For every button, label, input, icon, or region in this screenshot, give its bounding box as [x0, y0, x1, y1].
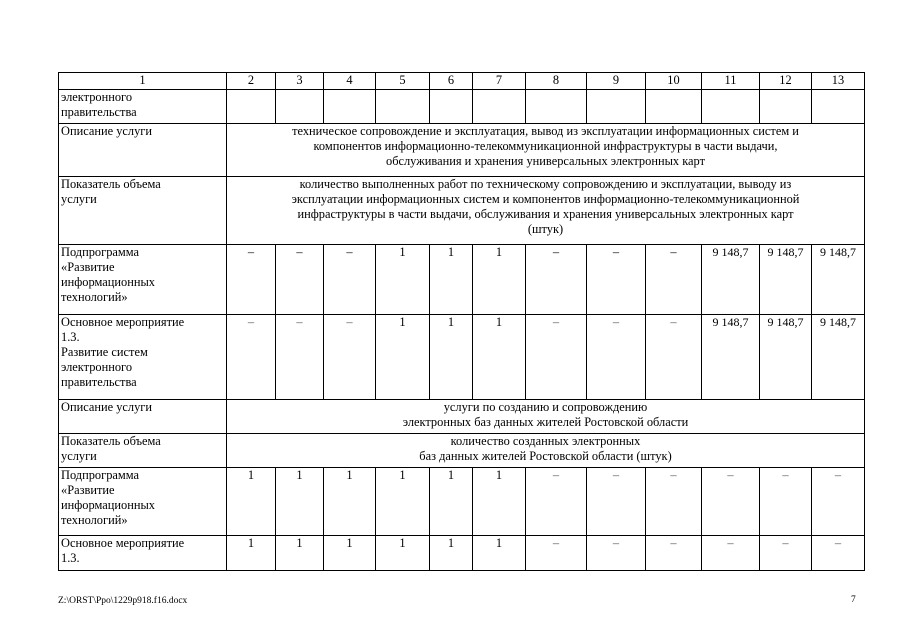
value-cell: – — [587, 468, 646, 536]
value-cell: 1 — [376, 245, 430, 315]
table-row — [59, 434, 865, 468]
empty-cell — [473, 90, 526, 124]
empty-cell — [812, 90, 865, 124]
value-cell: – — [812, 468, 865, 536]
value-cell: 1 — [324, 536, 376, 571]
label-line: технологий» — [61, 290, 128, 304]
value-cell: 1 — [430, 536, 473, 571]
label-line: Подпрограмма — [61, 245, 139, 259]
row-label — [59, 434, 227, 468]
value-cell: 1 — [227, 468, 276, 536]
row-label — [59, 536, 227, 571]
header-cell: 11 — [702, 73, 760, 90]
value-cell: 9 148,7 — [702, 315, 760, 400]
label-line: технологий» — [61, 513, 128, 527]
header-cell: 5 — [376, 73, 430, 90]
value-cell: – — [227, 245, 276, 315]
label-line: электронного — [61, 90, 133, 104]
table-row — [59, 536, 865, 571]
label-line: информационных — [61, 275, 155, 289]
value-cell: – — [324, 315, 376, 400]
label-line: Показатель объема — [61, 434, 161, 448]
row-label — [59, 177, 227, 245]
table-row — [59, 245, 865, 315]
value-cell: – — [646, 468, 702, 536]
value-cell: – — [646, 536, 702, 571]
row-label — [59, 245, 227, 315]
label-line: информационных — [61, 498, 155, 512]
header-cell: 1 — [59, 73, 227, 90]
empty-cell — [324, 90, 376, 124]
label-line: услуги — [61, 449, 97, 463]
value-cell: 1 — [324, 468, 376, 536]
value-cell: 1 — [430, 468, 473, 536]
table-row — [59, 400, 865, 434]
row-label — [59, 315, 227, 400]
label-line: правительства — [61, 105, 137, 119]
empty-cell — [526, 90, 587, 124]
value-cell: – — [276, 245, 324, 315]
value-cell: 1 — [473, 468, 526, 536]
label-line: услуги — [61, 192, 97, 206]
value-cell: – — [526, 536, 587, 571]
text-line: компонентов информационно-телекоммуникационной инфраструктуры в части выдачи, — [313, 139, 778, 153]
table-row — [59, 315, 865, 400]
service-description — [227, 124, 865, 177]
value-cell: 1 — [376, 468, 430, 536]
value-cell: – — [526, 315, 587, 400]
value-cell: – — [702, 468, 760, 536]
value-cell: – — [646, 315, 702, 400]
header-cell: 10 — [646, 73, 702, 90]
empty-cell — [646, 90, 702, 124]
header-cell: 6 — [430, 73, 473, 90]
header-cell: 3 — [276, 73, 324, 90]
value-cell: 1 — [376, 315, 430, 400]
text-line: количество созданных электронных — [450, 434, 641, 448]
value-cell: 1 — [430, 315, 473, 400]
table-row — [59, 124, 865, 177]
text-line: электронных баз данных жителей Ростовской области — [402, 415, 689, 429]
text-line: обслуживания и хранения универсальных электронных карт — [386, 154, 705, 168]
text-line: баз данных жителей Ростовской области (штук) — [419, 449, 672, 463]
value-cell: – — [702, 536, 760, 571]
value-cell: 1 — [276, 536, 324, 571]
value-cell: – — [276, 315, 324, 400]
label-line: Подпрограмма — [61, 468, 139, 482]
header-cell: 13 — [812, 73, 865, 90]
value-cell: 9 148,7 — [702, 245, 760, 315]
value-cell: – — [812, 536, 865, 571]
value-cell: 1 — [430, 245, 473, 315]
empty-cell — [376, 90, 430, 124]
label-line: Основное мероприятие — [61, 536, 185, 550]
footer-file-path: Z:\ORST\Ppo\1229p918.f16.docx — [58, 596, 188, 606]
value-cell: 9 148,7 — [760, 245, 812, 315]
row-label: Описание услуги — [59, 400, 227, 434]
value-cell: – — [587, 536, 646, 571]
volume-indicator — [227, 434, 865, 468]
label-line: электронного — [61, 360, 133, 374]
row-label — [59, 468, 227, 536]
label-line: Основное мероприятие — [61, 315, 185, 329]
text-line: количество выполненных работ по техническому сопровождению и эксплуатации, выводу из — [299, 177, 792, 191]
label-line: «Развитие — [61, 260, 115, 274]
value-cell: – — [760, 468, 812, 536]
value-cell: 9 148,7 — [812, 315, 865, 400]
table-row — [59, 468, 865, 536]
value-cell: – — [324, 245, 376, 315]
table-row — [59, 177, 865, 245]
empty-cell — [430, 90, 473, 124]
label-line: 1.3. — [61, 551, 80, 565]
value-cell: – — [526, 245, 587, 315]
table-row — [59, 90, 865, 124]
header-cell: 9 — [587, 73, 646, 90]
text-line: техническое сопровождение и эксплуатация, вывод из эксплуатации информационных систем и — [292, 124, 799, 138]
header-cell: 4 — [324, 73, 376, 90]
value-cell: 1 — [473, 536, 526, 571]
header-cell: 2 — [227, 73, 276, 90]
label-line: Показатель объема — [61, 177, 161, 191]
value-cell: 1 — [376, 536, 430, 571]
footer-page-number: 7 — [851, 595, 856, 605]
text-line: услуги по созданию и сопровождению — [443, 400, 648, 414]
volume-indicator — [227, 177, 865, 245]
text-line: инфраструктуры в части выдачи, обслуживания и хранения универсальных электронных карт — [297, 207, 794, 221]
label-line: «Развитие — [61, 483, 115, 497]
empty-cell — [227, 90, 276, 124]
program-table — [58, 72, 865, 571]
value-cell: – — [227, 315, 276, 400]
value-cell: 1 — [473, 315, 526, 400]
value-cell: – — [760, 536, 812, 571]
header-cell: 12 — [760, 73, 812, 90]
empty-cell — [760, 90, 812, 124]
value-cell: 1 — [276, 468, 324, 536]
empty-cell — [702, 90, 760, 124]
value-cell: – — [646, 245, 702, 315]
value-cell: 1 — [227, 536, 276, 571]
row-label: Описание услуги — [59, 124, 227, 177]
row-label — [59, 90, 227, 124]
text-line: эксплуатации информационных систем и компонентов информационно-телекоммуникационной — [291, 192, 800, 206]
value-cell: – — [526, 468, 587, 536]
empty-cell — [587, 90, 646, 124]
header-cell: 8 — [526, 73, 587, 90]
value-cell: – — [587, 315, 646, 400]
value-cell: 1 — [473, 245, 526, 315]
header-row — [59, 73, 865, 90]
label-line: Развитие систем — [61, 345, 148, 359]
value-cell: 9 148,7 — [812, 245, 865, 315]
service-description — [227, 400, 865, 434]
value-cell: 9 148,7 — [760, 315, 812, 400]
label-line: правительства — [61, 375, 137, 389]
value-cell: – — [587, 245, 646, 315]
header-cell: 7 — [473, 73, 526, 90]
label-line: 1.3. — [61, 330, 80, 344]
empty-cell — [276, 90, 324, 124]
text-line: (штук) — [527, 222, 564, 236]
